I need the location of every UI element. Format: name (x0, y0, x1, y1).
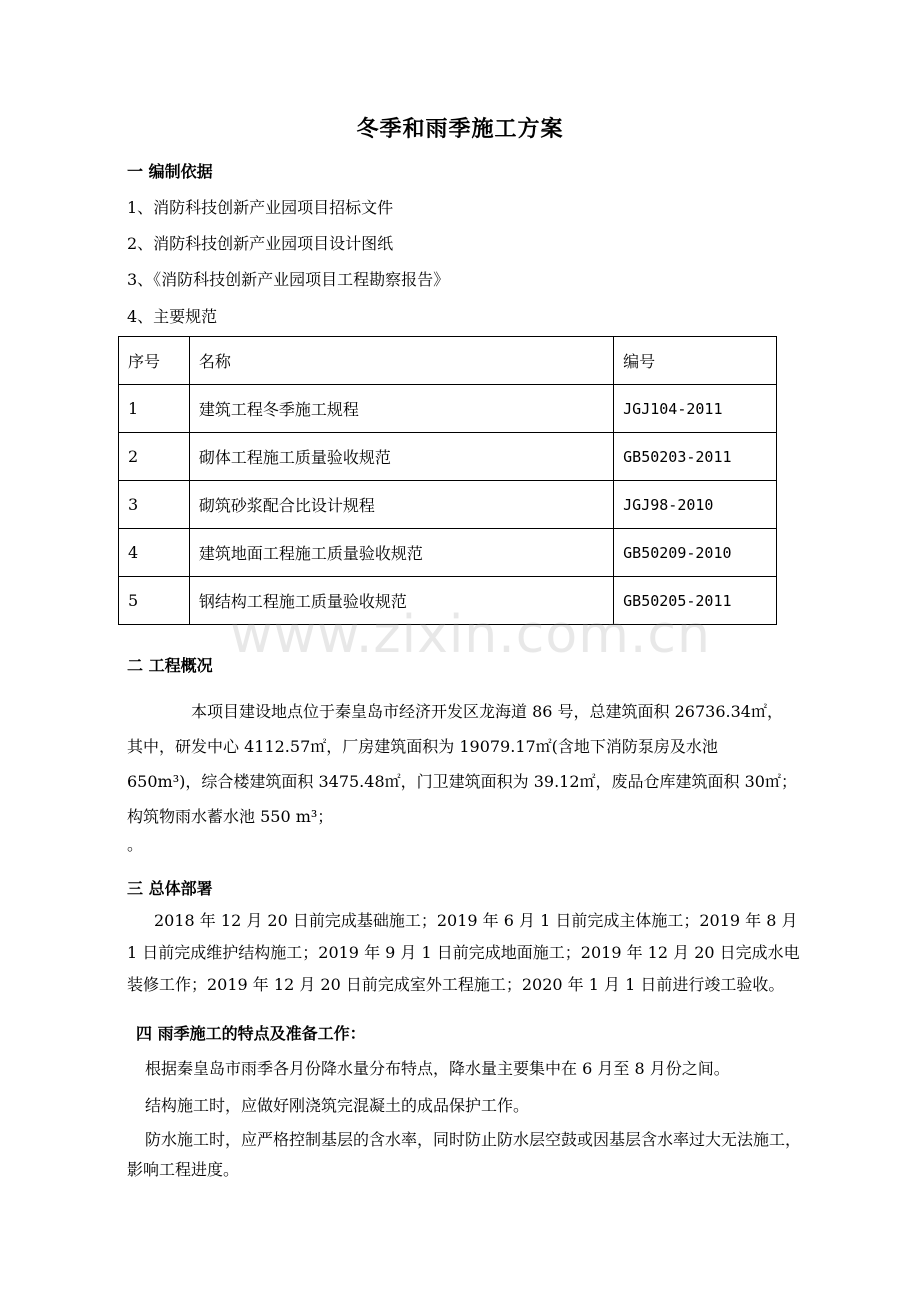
basis-item-4: 4、主要规范 (127, 307, 218, 326)
basis-item-2: 2、消防科技创新产业园项目设计图纸 (127, 234, 394, 253)
row-code: JGJ104-2011 (614, 385, 777, 433)
row-name: 建筑工程冬季施工规程 (189, 385, 613, 433)
watermark: www.zixin.com.cn (230, 605, 711, 665)
overview-text: 本项目建设地点位于秦皇岛市经济开发区龙海道 86 号，总建筑面积 26736.34㎡，其中，研发中心 4112.57㎡，厂房建筑面积为 19079.17㎡(含地下消防泵房及水池 650m³)，综合楼建筑面积 3475.48㎡，门卫建筑面积为 39.12㎡，废品仓库建筑面积 30㎡；构筑物雨水蓄水池 550 m³； (127, 702, 797, 826)
rainy-line-3: 防水施工时，应严格控制基层的含水率，同时防止防水层空鼓或因基层含水率过大无法施工，影响工程进度。 (127, 1130, 802, 1179)
section-heading-rainy-season: 四 雨季施工的特点及准备工作： (136, 1024, 366, 1043)
table-row (119, 481, 777, 529)
row-code: GB50209-2010 (614, 529, 777, 577)
rainy-line-1: 根据秦皇岛市雨季各月份降水量分布特点，降水量主要集中在 6 月至 8 月份之间。 (145, 1059, 730, 1078)
table-row (119, 385, 777, 433)
header-index: 序号 (119, 337, 190, 385)
section-heading-basis: 一 编制依据 (127, 162, 213, 181)
row-index: 3 (119, 481, 190, 529)
row-index: 1 (119, 385, 190, 433)
rainy-line-2: 结构施工时，应做好刚浇筑完混凝土的成品保护工作。 (145, 1096, 530, 1115)
basis-item-3: 3、《消防科技创新产业园项目工程勘察报告》 (127, 270, 450, 289)
row-index: 2 (119, 433, 190, 481)
row-name: 砌体工程施工质量验收规范 (189, 433, 613, 481)
row-name: 砌筑砂浆配合比设计规程 (189, 481, 613, 529)
header-name: 名称 (189, 337, 613, 385)
section-heading-overview: 二 工程概况 (127, 656, 213, 675)
row-name: 建筑地面工程施工质量验收规范 (189, 529, 613, 577)
row-code: GB50203-2011 (614, 433, 777, 481)
document-title: 冬季和雨季施工方案 (356, 117, 564, 142)
row-index: 4 (119, 529, 190, 577)
norms-table (118, 336, 777, 625)
overview-paragraph (127, 694, 797, 834)
section-heading-deployment: 三 总体部署 (127, 879, 213, 898)
table-header-row (119, 337, 777, 385)
table-row (119, 529, 777, 577)
row-name: 钢结构工程施工质量验收规范 (189, 577, 613, 625)
table-row (119, 433, 777, 481)
schedule-text: 2018 年 12 月 20 日前完成基础施工；2019 年 6 月 1 日前完成主体施工；2019 年 8 月 1 日前完成维护结构施工；2019 年 9 月 1 日前完成地面施工；2019 年 12 月 20 日完成水电装修工作；2019 年 12 月 20 日前完成室外工程施工；2020 年 1 月 1 日前进行竣工验收。 (127, 911, 800, 994)
header-code: 编号 (614, 337, 777, 385)
row-index: 5 (119, 577, 190, 625)
schedule-paragraph (127, 905, 803, 1001)
row-code: JGJ98-2010 (614, 481, 777, 529)
basis-item-1: 1、消防科技创新产业园项目招标文件 (127, 198, 394, 217)
overview-trailing-mark: 。 (127, 835, 144, 854)
rainy-paragraph-3 (127, 1125, 803, 1185)
row-code: GB50205-2011 (614, 577, 777, 625)
